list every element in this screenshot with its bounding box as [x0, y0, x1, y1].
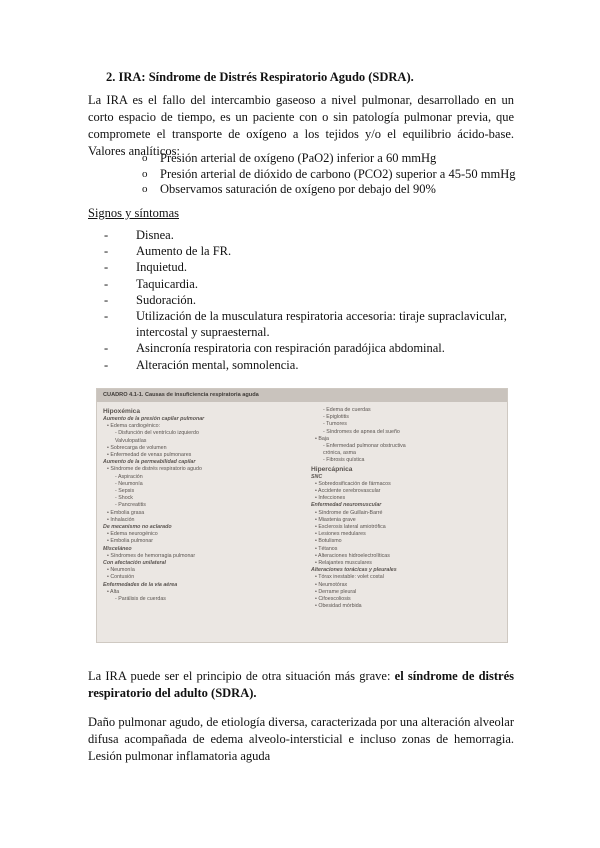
sign-item: - Alteración mental, somnolencia.	[104, 357, 514, 373]
figure-line: • Botulismo	[315, 538, 342, 545]
figure-line: Aumento de la permeabilidad capilar	[103, 459, 196, 466]
figure-line: • Edema cardiogénico:	[107, 423, 161, 430]
figure-line: • Alta	[107, 588, 120, 595]
figure-line: - Shock	[115, 495, 133, 502]
figure-line: - Enfermedad pulmonar obstructiva	[323, 443, 406, 450]
sign-item: - Utilización de la musculatura respiratoria accesoria: tiraje supraclavicular, intercostal y supraesternal.	[104, 308, 514, 340]
figure-line: - Neumonía	[115, 480, 143, 487]
analytic-value-item: o Presión arterial de oxígeno (PaO2) inferior a 60 mmHg	[142, 151, 515, 167]
figure-line: Hipoxémica	[103, 408, 141, 415]
figure-line: • Derrame pleural	[315, 588, 357, 595]
figure-title: CUADRO 4.1-1. Causas de insuficiencia respiratoria aguda	[97, 389, 507, 402]
figure-line: Enfermedad neuromuscular	[311, 502, 382, 509]
figure-right-column	[311, 407, 501, 610]
figure-line: • Neumotórax	[315, 581, 348, 588]
figure-line: Misceláneo	[103, 545, 132, 552]
definition-paragraph: Daño pulmonar agudo, de etiología diversa, caracterizada por una alteración alveolar difusa acompañada de edema alveolo-intersticial e incluso zonas de hemorragia. Lesión pulmonar inflamatoria aguda	[88, 715, 514, 763]
figure-line: - Tumores	[323, 421, 347, 428]
figure-line: • Relajantes musculares	[315, 560, 372, 567]
figure-line: • Accidente cerebrovascular	[315, 488, 381, 495]
figure-line: • Síndrome de Guillain-Barré	[315, 509, 383, 516]
signs-heading: Signos y síntomas	[88, 206, 179, 220]
figure-line: - Epiglotitis	[323, 414, 349, 421]
figure-left-column	[103, 407, 293, 603]
figure-line: Alteraciones torácicas y pleurales	[311, 567, 397, 574]
sign-item: - Sudoración.	[104, 292, 514, 308]
sign-item: - Aumento de la FR.	[104, 243, 514, 259]
figure-line: - Síndromes de apnea del sueño	[323, 428, 400, 435]
figure-line: • Enfermedad de venas pulmonares	[107, 452, 192, 459]
analytic-value-item: o Observamos saturación de oxígeno por debajo del 90%	[142, 182, 515, 198]
figure-line: • Alteraciones hidroelectrolíticas	[315, 552, 390, 559]
figure-line: • Inhalación	[107, 516, 135, 523]
figure-line: • Esclerosis lateral amiotrófica	[315, 524, 386, 531]
figure-line: - Edema de cuerdas	[323, 407, 371, 413]
sign-item: - Disnea.	[104, 227, 514, 243]
figure-line: • Tórax inestable: volet costal	[315, 574, 384, 581]
figure-line: - Aspiración	[115, 473, 143, 480]
figure-line: SNC	[311, 473, 323, 480]
figure-line: • Embolia grasa	[107, 509, 145, 516]
sdra-paragraph	[88, 668, 514, 702]
sdra-paragraph-text: La IRA puede ser el principio de otra situación más grave:	[88, 669, 395, 683]
figure-line: • Sobredosificación de fármacos	[315, 480, 391, 487]
analytic-values-list	[142, 151, 515, 198]
figure-line: • Cifoescoliosis	[315, 596, 351, 603]
figure-line: Aumento de la presión capilar pulmonar	[103, 416, 205, 422]
figure-line: - Fibrosis quística	[323, 457, 365, 464]
figure-line: De mecanismo no aclarado	[103, 524, 172, 531]
section-heading: 2. IRA: Síndrome de Distrés Respiratorio Agudo (SDRA).	[106, 70, 414, 84]
analytic-value-item: o Presión arterial de dióxido de carbono (PCO2) superior a 45-50 mmHg	[142, 167, 515, 183]
figure-line: • Tétanos	[315, 545, 338, 552]
figure-line: Hipercápnica	[311, 465, 353, 473]
figure-line: - Disfunción del ventrículo izquierdo	[115, 430, 199, 437]
figure-line: • Infecciones	[315, 495, 346, 502]
figure-line: • Edema neurogénico	[107, 531, 158, 538]
figure-line: • Miastenia grave	[315, 516, 356, 523]
figure-line: • Síndromes de hemorragia pulmonar	[107, 552, 196, 559]
figure-line: • Sobrecarga de volumen	[107, 444, 167, 451]
figure-line: crónica, asma	[323, 450, 356, 457]
causes-table-figure	[96, 388, 508, 643]
figure-line: • Obesidad mórbida	[315, 603, 362, 610]
figure-line: • Baja	[315, 435, 329, 442]
figure-line: • Lesiones medulares	[315, 531, 366, 538]
intro-paragraph: La IRA es el fallo del intercambio gaseoso a nivel pulmonar, desarrollado en un corto espacio de tiempo, es un paciente con o sin patología pulmonar previa, que compromete el transporte de oxígeno a los tejidos y/o el equilibrio ácido-base. Valores analíticos:	[88, 93, 514, 158]
figure-line: - Pancreatitis	[115, 502, 146, 509]
sign-item: - Taquicardia.	[104, 276, 514, 292]
figure-line: Valvulopatías	[115, 437, 147, 444]
figure-line: Con afectación unilateral	[103, 560, 166, 567]
sign-item: - Asincronía respiratoria con respiración paradójica abdominal.	[104, 340, 514, 356]
figure-line: Enfermedades de la vía aérea	[103, 581, 178, 588]
sdra-paragraph-bold: el síndrome de distrés respiratorio del adulto (SDRA).	[88, 669, 514, 700]
signs-list	[104, 227, 514, 373]
figure-line: - Parálisis de cuerdas	[115, 596, 166, 603]
figure-line: • Contusión	[107, 574, 135, 581]
sign-item: - Inquietud.	[104, 259, 514, 275]
figure-line: - Sepsis	[115, 488, 135, 495]
figure-line: • Neumonía	[107, 567, 135, 574]
figure-line: • Embolia pulmonar	[107, 538, 154, 545]
figure-line: • Síndrome de distrés respiratorio agudo	[107, 466, 202, 473]
